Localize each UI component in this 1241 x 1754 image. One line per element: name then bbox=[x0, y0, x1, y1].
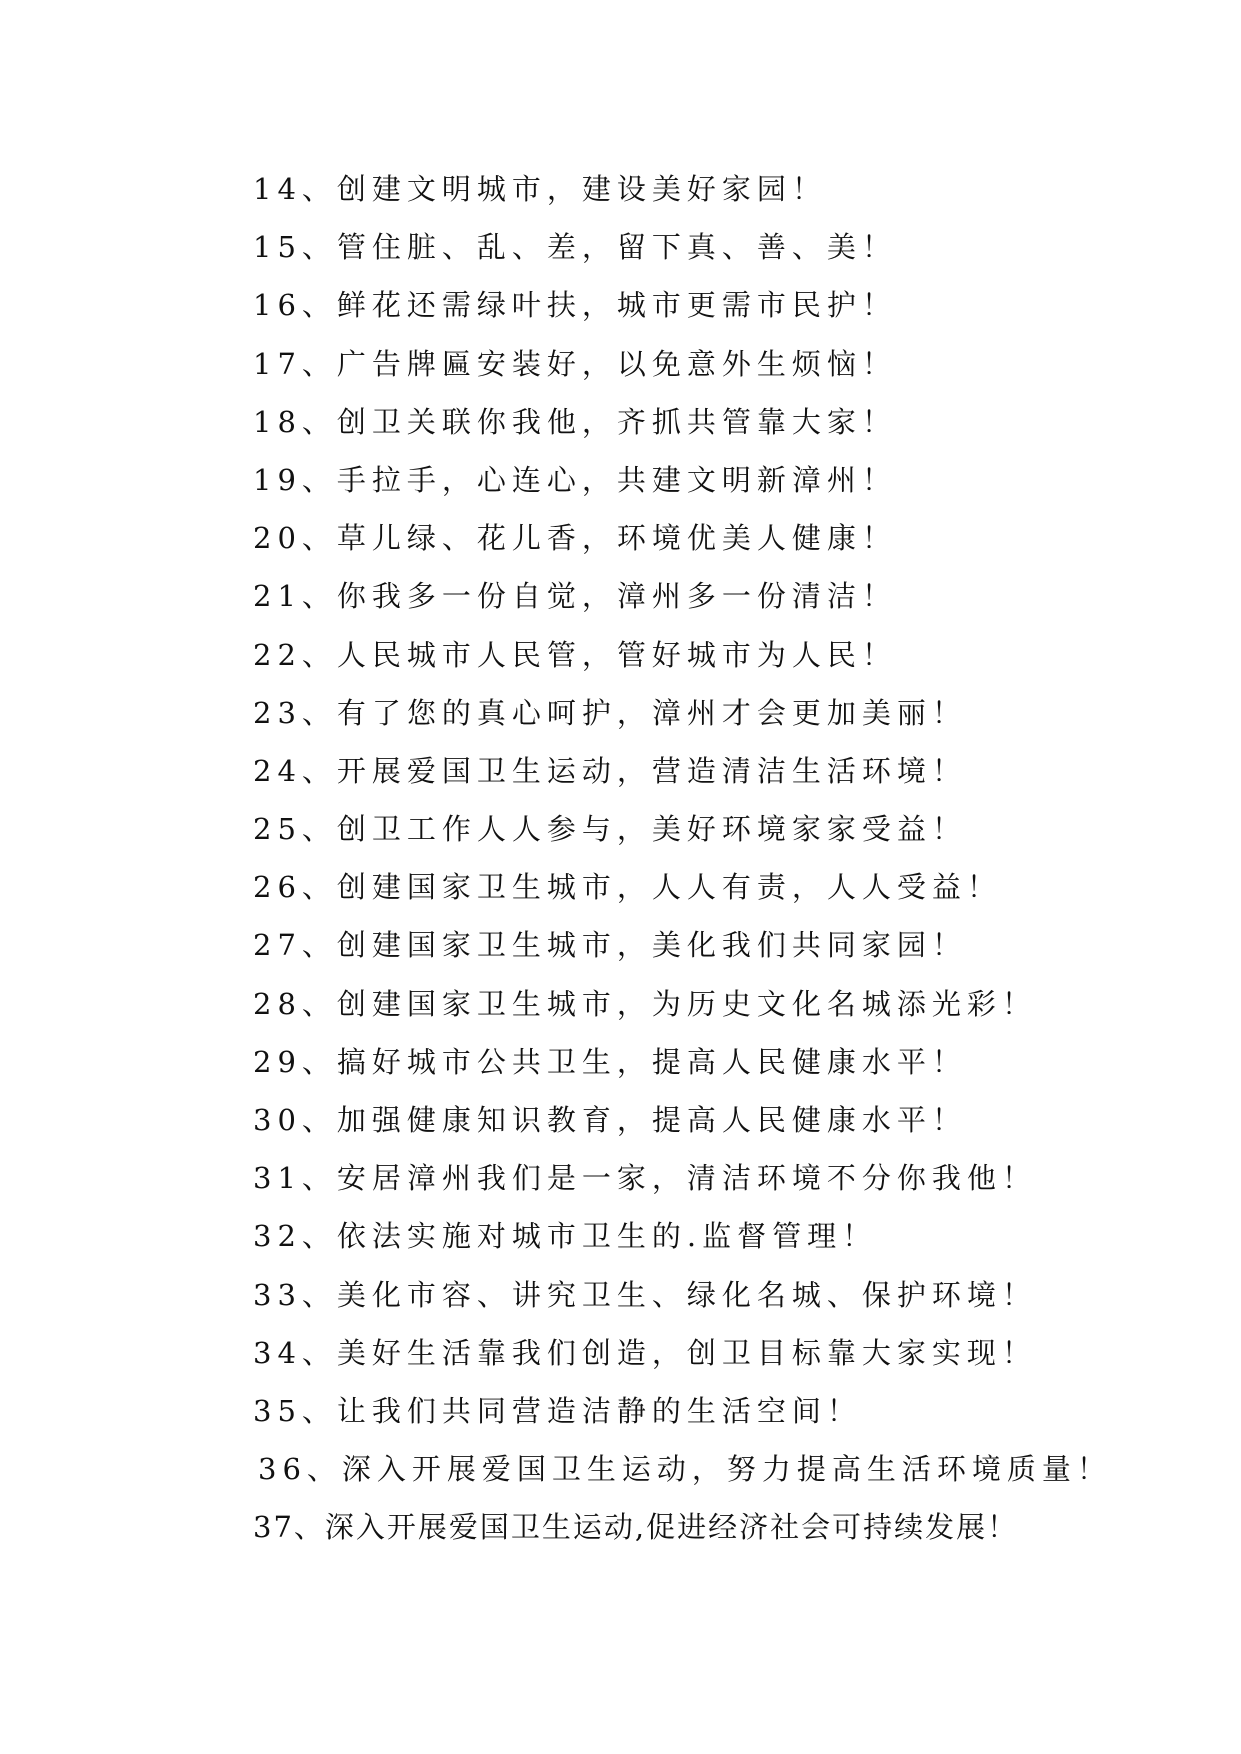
slogan-line: 25、创卫工作人人参与，美好环境家家受益！ bbox=[253, 812, 967, 847]
slogan-line: 17、广告牌匾安装好，以免意外生烦恼！ bbox=[253, 346, 897, 381]
slogan-line: 33、美化市容、讲究卫生、绿化名城、保护环境！ bbox=[253, 1277, 1037, 1312]
slogan-line: 27、创建国家卫生城市，美化我们共同家园！ bbox=[253, 928, 967, 963]
slogan-line: 21、你我多一份自觉，漳州多一份清洁！ bbox=[253, 579, 897, 614]
slogan-line: 30、加强健康知识教育，提高人民健康水平！ bbox=[253, 1103, 967, 1137]
slogan-line: 35、让我们共同营造洁静的生活空间！ bbox=[253, 1393, 862, 1428]
slogan-line: 16、鲜花还需绿叶扶，城市更需市民护！ bbox=[253, 288, 897, 323]
slogan-line: 26、创建国家卫生城市，人人有责，人人受益！ bbox=[253, 870, 1002, 905]
slogan-line: 22、人民城市人民管，管好城市为人民！ bbox=[253, 637, 897, 672]
slogan-line: 32、依法实施对城市卫生的.监督管理！ bbox=[253, 1219, 878, 1254]
slogan-list bbox=[253, 160, 1193, 1557]
slogan-line: 18、创卫关联你我他，齐抓共管靠大家！ bbox=[253, 404, 897, 439]
slogan-line: 31、安居漳州我们是一家，清洁环境不分你我他！ bbox=[253, 1161, 1037, 1196]
slogan-line: 20、草儿绿、花儿香，环境优美人健康！ bbox=[253, 521, 897, 556]
slogan-line: 36、深入开展爱国卫生运动，努力提高生活环境质量！ bbox=[258, 1452, 1112, 1487]
slogan-line: 14、创建文明城市，建设美好家园！ bbox=[253, 172, 827, 206]
slogan-line: 23、有了您的真心呵护，漳州才会更加美丽！ bbox=[253, 695, 967, 730]
slogan-line: 37、深入开展爱国卫生运动,促进经济社会可持续发展！ bbox=[253, 1510, 1019, 1545]
slogan-line: 29、搞好城市公共卫生，提高人民健康水平！ bbox=[253, 1044, 967, 1079]
slogan-line: 15、管住脏、乱、差，留下真、善、美！ bbox=[253, 230, 897, 265]
slogan-line: 19、手拉手，心连心，共建文明新漳州！ bbox=[253, 462, 897, 497]
slogan-line: 24、开展爱国卫生运动，营造清洁生活环境！ bbox=[253, 753, 967, 788]
slogan-line: 28、创建国家卫生城市，为历史文化名城添光彩！ bbox=[253, 986, 1037, 1021]
slogan-line: 34、美好生活靠我们创造，创卫目标靠大家实现！ bbox=[253, 1335, 1037, 1370]
